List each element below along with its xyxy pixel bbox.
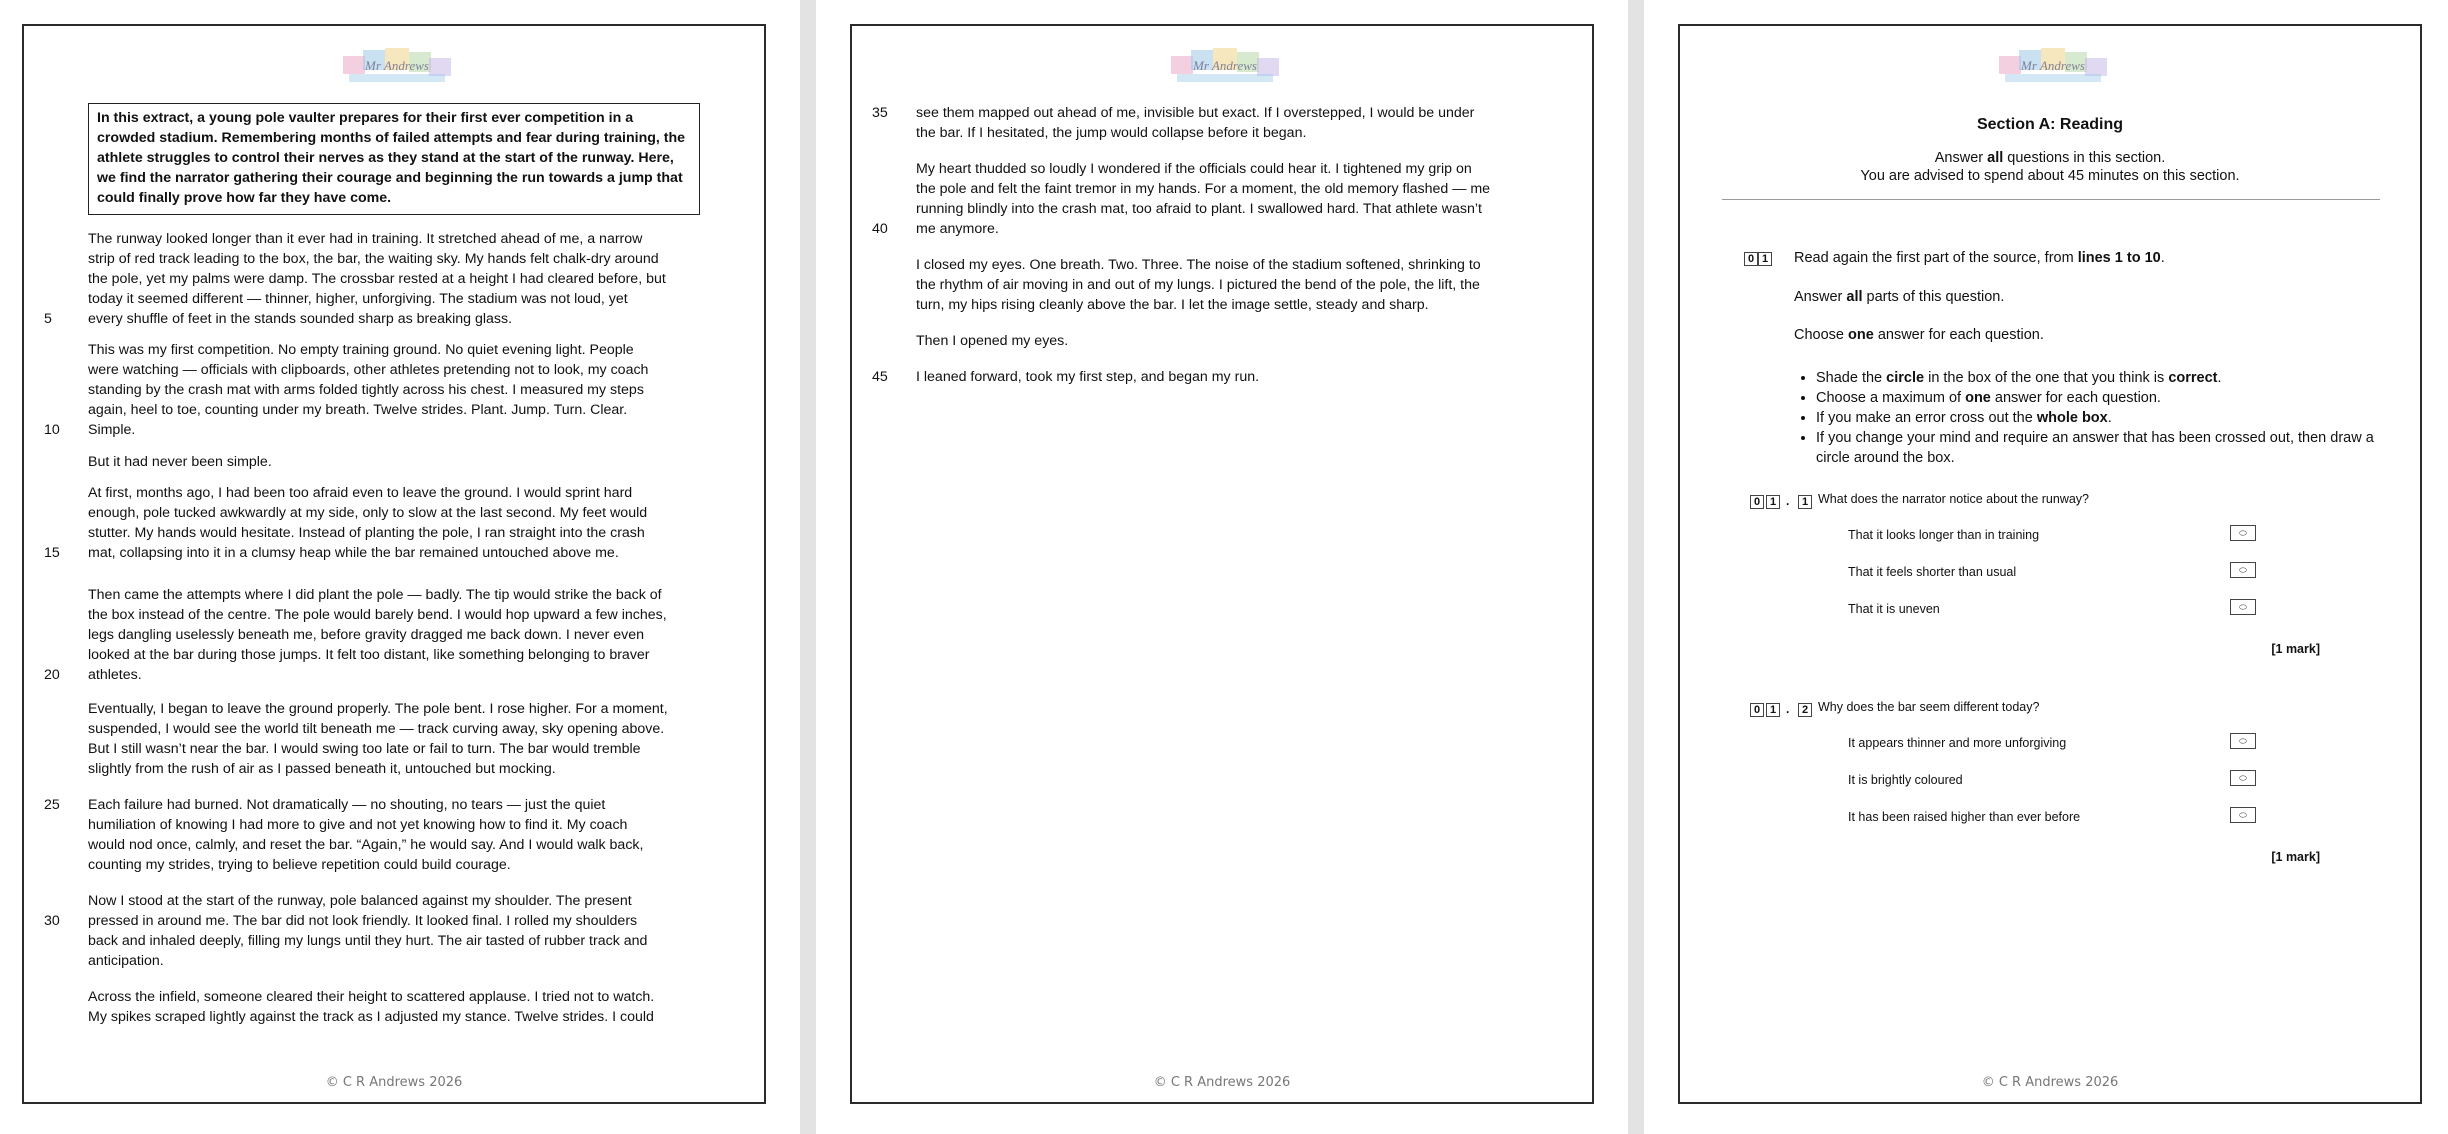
extract-line: The runway looked longer than it ever had in training. It stretched ahead of me, a narrow	[88, 231, 643, 247]
sub-question-number-box: 1	[1766, 703, 1780, 717]
extract-line: I leaned forward, took my first step, and began my run.	[916, 369, 1260, 385]
extract-line: slightly from the rush of air as I passed beneath it, untouched but mocking.	[88, 761, 556, 777]
answer-rule-item: • If you make an error cross out the whole box.	[1816, 408, 2376, 428]
extract-line: But it had never been simple.	[88, 454, 272, 470]
extract-line: But I still wasn’t near the bar. I would swing too late or fail to turn. The bar would tremble	[88, 741, 641, 757]
section-instruction-2: You are advised to spend about 45 minutes on this section.	[1860, 168, 2240, 184]
sub-question-separator: .	[1786, 494, 1790, 508]
line-number: 40	[872, 221, 888, 237]
answer-option-box[interactable]: ⬭	[2230, 807, 2256, 823]
line-number: 5	[44, 311, 52, 327]
answer-option-box[interactable]: ⬭	[2230, 562, 2256, 578]
extract-line: looked at the bar during those jumps. It felt too distant, like something belonging to braver	[88, 647, 650, 663]
extract-line: Each failure had burned. Not dramatically — no shouting, no tears — just the quiet	[88, 797, 606, 813]
answer-option-box[interactable]: ⬭	[2230, 770, 2256, 786]
question-number-box: 0	[1744, 252, 1758, 266]
document-page-1	[22, 24, 766, 1104]
sub-question-separator: .	[1786, 702, 1790, 716]
answer-option-label: That it is uneven	[1848, 602, 1940, 616]
sub-question-number-box: 1	[1798, 495, 1812, 509]
page-footer: © C R Andrews 2026	[325, 1075, 463, 1090]
choose-one-instruction: Choose one answer for each question.	[1794, 327, 2044, 343]
brand-logo	[1995, 46, 2111, 90]
logo-text: Mr Andrews	[2021, 58, 2085, 73]
question-lead	[1794, 249, 2165, 268]
sub-question-text: Why does the bar seem different today?	[1818, 700, 2040, 714]
extract-line: suspended, I would see the world tilt beneath me — track curving away, sky opening above.	[88, 721, 665, 737]
sub-question-number-box: 0	[1750, 495, 1764, 509]
answer-all-instruction: Answer all parts of this question.	[1794, 289, 2005, 305]
answer-option-box[interactable]: ⬭	[2230, 733, 2256, 749]
extract-line: pressed in around me. The bar did not look friendly. It looked final. I rolled my shoulders	[88, 913, 638, 929]
document-page-3	[1678, 24, 2422, 1104]
extract-line: standing by the crash mat with arms folded tightly across his chest. I measured my steps	[88, 382, 644, 398]
extract-line: anticipation.	[88, 953, 164, 969]
extract-line: humiliation of knowing I had more to give and not yet knowing how to find it. My coach	[88, 817, 628, 833]
question-number-box: 1	[1758, 252, 1772, 266]
section-title: Section A: Reading	[1976, 116, 2124, 133]
mark-allocation: [1 mark]	[2271, 642, 2320, 656]
extract-line: enough, pole tucked awkwardly at my side, only to slow at the last second. My feet would	[88, 505, 648, 521]
instruction-bold: all	[1987, 150, 2004, 166]
extract-line: At first, months ago, I had been too afraid even to leave the ground. I would sprint hard	[88, 485, 633, 501]
extract-line: see them mapped out ahead of me, invisible but exact. If I overstepped, I would be under	[916, 105, 1475, 121]
line-number: 45	[872, 369, 888, 385]
page-gutter-right	[1628, 0, 1644, 1134]
extract-line: would nod once, calmly, and reset the bar. “Again,” he would say. And I would walk back,	[88, 837, 644, 853]
extract-line: Then I opened my eyes.	[916, 333, 1069, 349]
extract-line: legs dangling uselessly beneath me, before gravity dragged me back down. I never even	[88, 627, 645, 643]
answer-option-label: That it feels shorter than usual	[1848, 565, 2017, 579]
answer-rule-item: • Choose a maximum of one answer for each question.	[1816, 388, 2376, 408]
page-gutter-left	[800, 0, 816, 1134]
line-number: 15	[44, 545, 60, 561]
extract-line: again, heel to toe, counting under my breath. Twelve strides. Plant. Jump. Turn. Clear.	[88, 402, 628, 418]
extract-line: every shuffle of feet in the stands sounded sharp as breaking glass.	[88, 311, 513, 327]
line-number: 20	[44, 667, 60, 683]
extract-line: This was my first competition. No empty training ground. No quiet evening light. People	[88, 342, 634, 358]
extract-line: turn, my hips rising cleanly above the bar. I let the image settle, steady and sharp.	[916, 297, 1429, 313]
logo-text: Mr Andrews	[1193, 58, 1257, 73]
extract-line: the box instead of the centre. The pole would barely bend. I would hop upward a few inches,	[88, 607, 667, 623]
page-footer: © C R Andrews 2026	[1153, 1075, 1291, 1090]
sub-question-text: What does the narrator notice about the runway?	[1818, 492, 2089, 506]
logo-text: Mr Andrews	[365, 58, 429, 73]
extract-line: stutter. My hands would hesitate. Instead of planting the pole, I ran straight into the crash	[88, 525, 645, 541]
extract-line: Now I stood at the start of the runway, pole balanced against my shoulder. The present	[88, 893, 632, 909]
answer-option-label: It is brightly coloured	[1848, 773, 1963, 787]
extract-line: Eventually, I began to leave the ground properly. The pole bent. I rose higher. For a moment,	[88, 701, 668, 717]
extract-line: Simple.	[88, 422, 136, 438]
extract-line: the bar. If I hesitated, the jump would collapse before it began.	[916, 125, 1307, 141]
question-lead-lines: lines 1 to 10	[2077, 250, 2161, 266]
extract-line: were watching — officials with clipboards, other athletes pretending not to look, my coach	[88, 362, 649, 378]
answer-option-label: That it looks longer than in training	[1848, 528, 2040, 542]
extract-line: back and inhaled deeply, filling my lungs until they hurt. The air tasted of rubber track and	[88, 933, 648, 949]
question-lead-text: Read again the first part of the source, from	[1794, 250, 2078, 266]
question-lead-end: .	[2160, 250, 2165, 266]
sub-question-number-box: 1	[1766, 495, 1780, 509]
answer-option-label: It has been raised higher than ever before	[1848, 810, 2081, 824]
instruction-text: questions in this section.	[2003, 150, 2166, 166]
answer-rule-item: • Shade the circle in the box of the one that you think is correct.	[1816, 368, 2376, 388]
answer-option-box[interactable]: ⬭	[2230, 525, 2256, 541]
section-instruction-1	[1680, 150, 2420, 166]
extract-line: strip of red track leading to the box, the bar, the waiting sky. My hands felt chalk-dry around	[88, 251, 659, 267]
extract-line: the rhythm of air moving in and out of my lungs. I pictured the bend of the pole, the lift, the	[916, 277, 1480, 293]
sub-question-number-box: 0	[1750, 703, 1764, 717]
extract-line: My spikes scraped lightly against the track as I adjusted my stance. Twelve strides. I could	[88, 1009, 654, 1025]
extract-introduction: In this extract, a young pole vaulter prepares for their first ever competition in a crowded stadium. Remembering months of failed attempts and fear during training, the athlete struggles to control their nerves as they stand at the start of the runway. Here, we find the narrator gathering their courage and beginning the run towards a jump that could finally prove how far they have come.	[88, 103, 700, 215]
extract-line: mat, collapsing into it in a clumsy heap while the bar remained untouched above me.	[88, 545, 619, 561]
extract-line: the pole and felt the faint tremor in my hands. For a moment, the old memory flashed — me	[916, 181, 1491, 197]
page-footer: © C R Andrews 2026	[1981, 1075, 2119, 1090]
extract-line: Then came the attempts where I did plant the pole — badly. The tip would strike the back of	[88, 587, 662, 603]
extract-line: I closed my eyes. One breath. Two. Three. The noise of the stadium softened, shrinking to	[916, 257, 1481, 273]
instruction-text: Answer	[1934, 150, 1988, 166]
line-number: 30	[44, 913, 60, 929]
brand-logo	[1167, 46, 1283, 90]
answer-rule-item: • If you change your mind and require an answer that has been crossed out, then draw a circle around the box.	[1816, 428, 2376, 468]
answer-rules-list	[1794, 368, 2376, 468]
extract-line: Across the infield, someone cleared their height to scattered applause. I tried not to watch.	[88, 989, 655, 1005]
line-number: 35	[872, 105, 888, 121]
sub-question-number-box: 2	[1798, 703, 1812, 717]
line-number: 10	[44, 422, 60, 438]
extract-line: the pole, yet my palms were damp. The crossbar rested at a height I had cleared before, but	[88, 271, 666, 287]
section-divider	[1722, 199, 2380, 200]
document-page-2	[850, 24, 1594, 1104]
extract-line: athletes.	[88, 667, 142, 683]
extract-line: running blindly into the crash mat, too afraid to plant. I swallowed hard. That athlete wasn’t	[916, 201, 1482, 217]
extract-line: My heart thudded so loudly I wondered if the officials could hear it. I tightened my grip on	[916, 161, 1472, 177]
mark-allocation: [1 mark]	[2271, 850, 2320, 864]
line-number: 25	[44, 797, 60, 813]
extract-line: today it seemed different — thinner, higher, unforgiving. The stadium was not loud, yet	[88, 291, 628, 307]
extract-line: me anymore.	[916, 221, 999, 237]
answer-option-box[interactable]: ⬭	[2230, 599, 2256, 615]
brand-logo	[339, 46, 455, 90]
extract-line: counting my strides, trying to believe repetition could build courage.	[88, 857, 511, 873]
answer-option-label: It appears thinner and more unforgiving	[1848, 736, 2067, 750]
